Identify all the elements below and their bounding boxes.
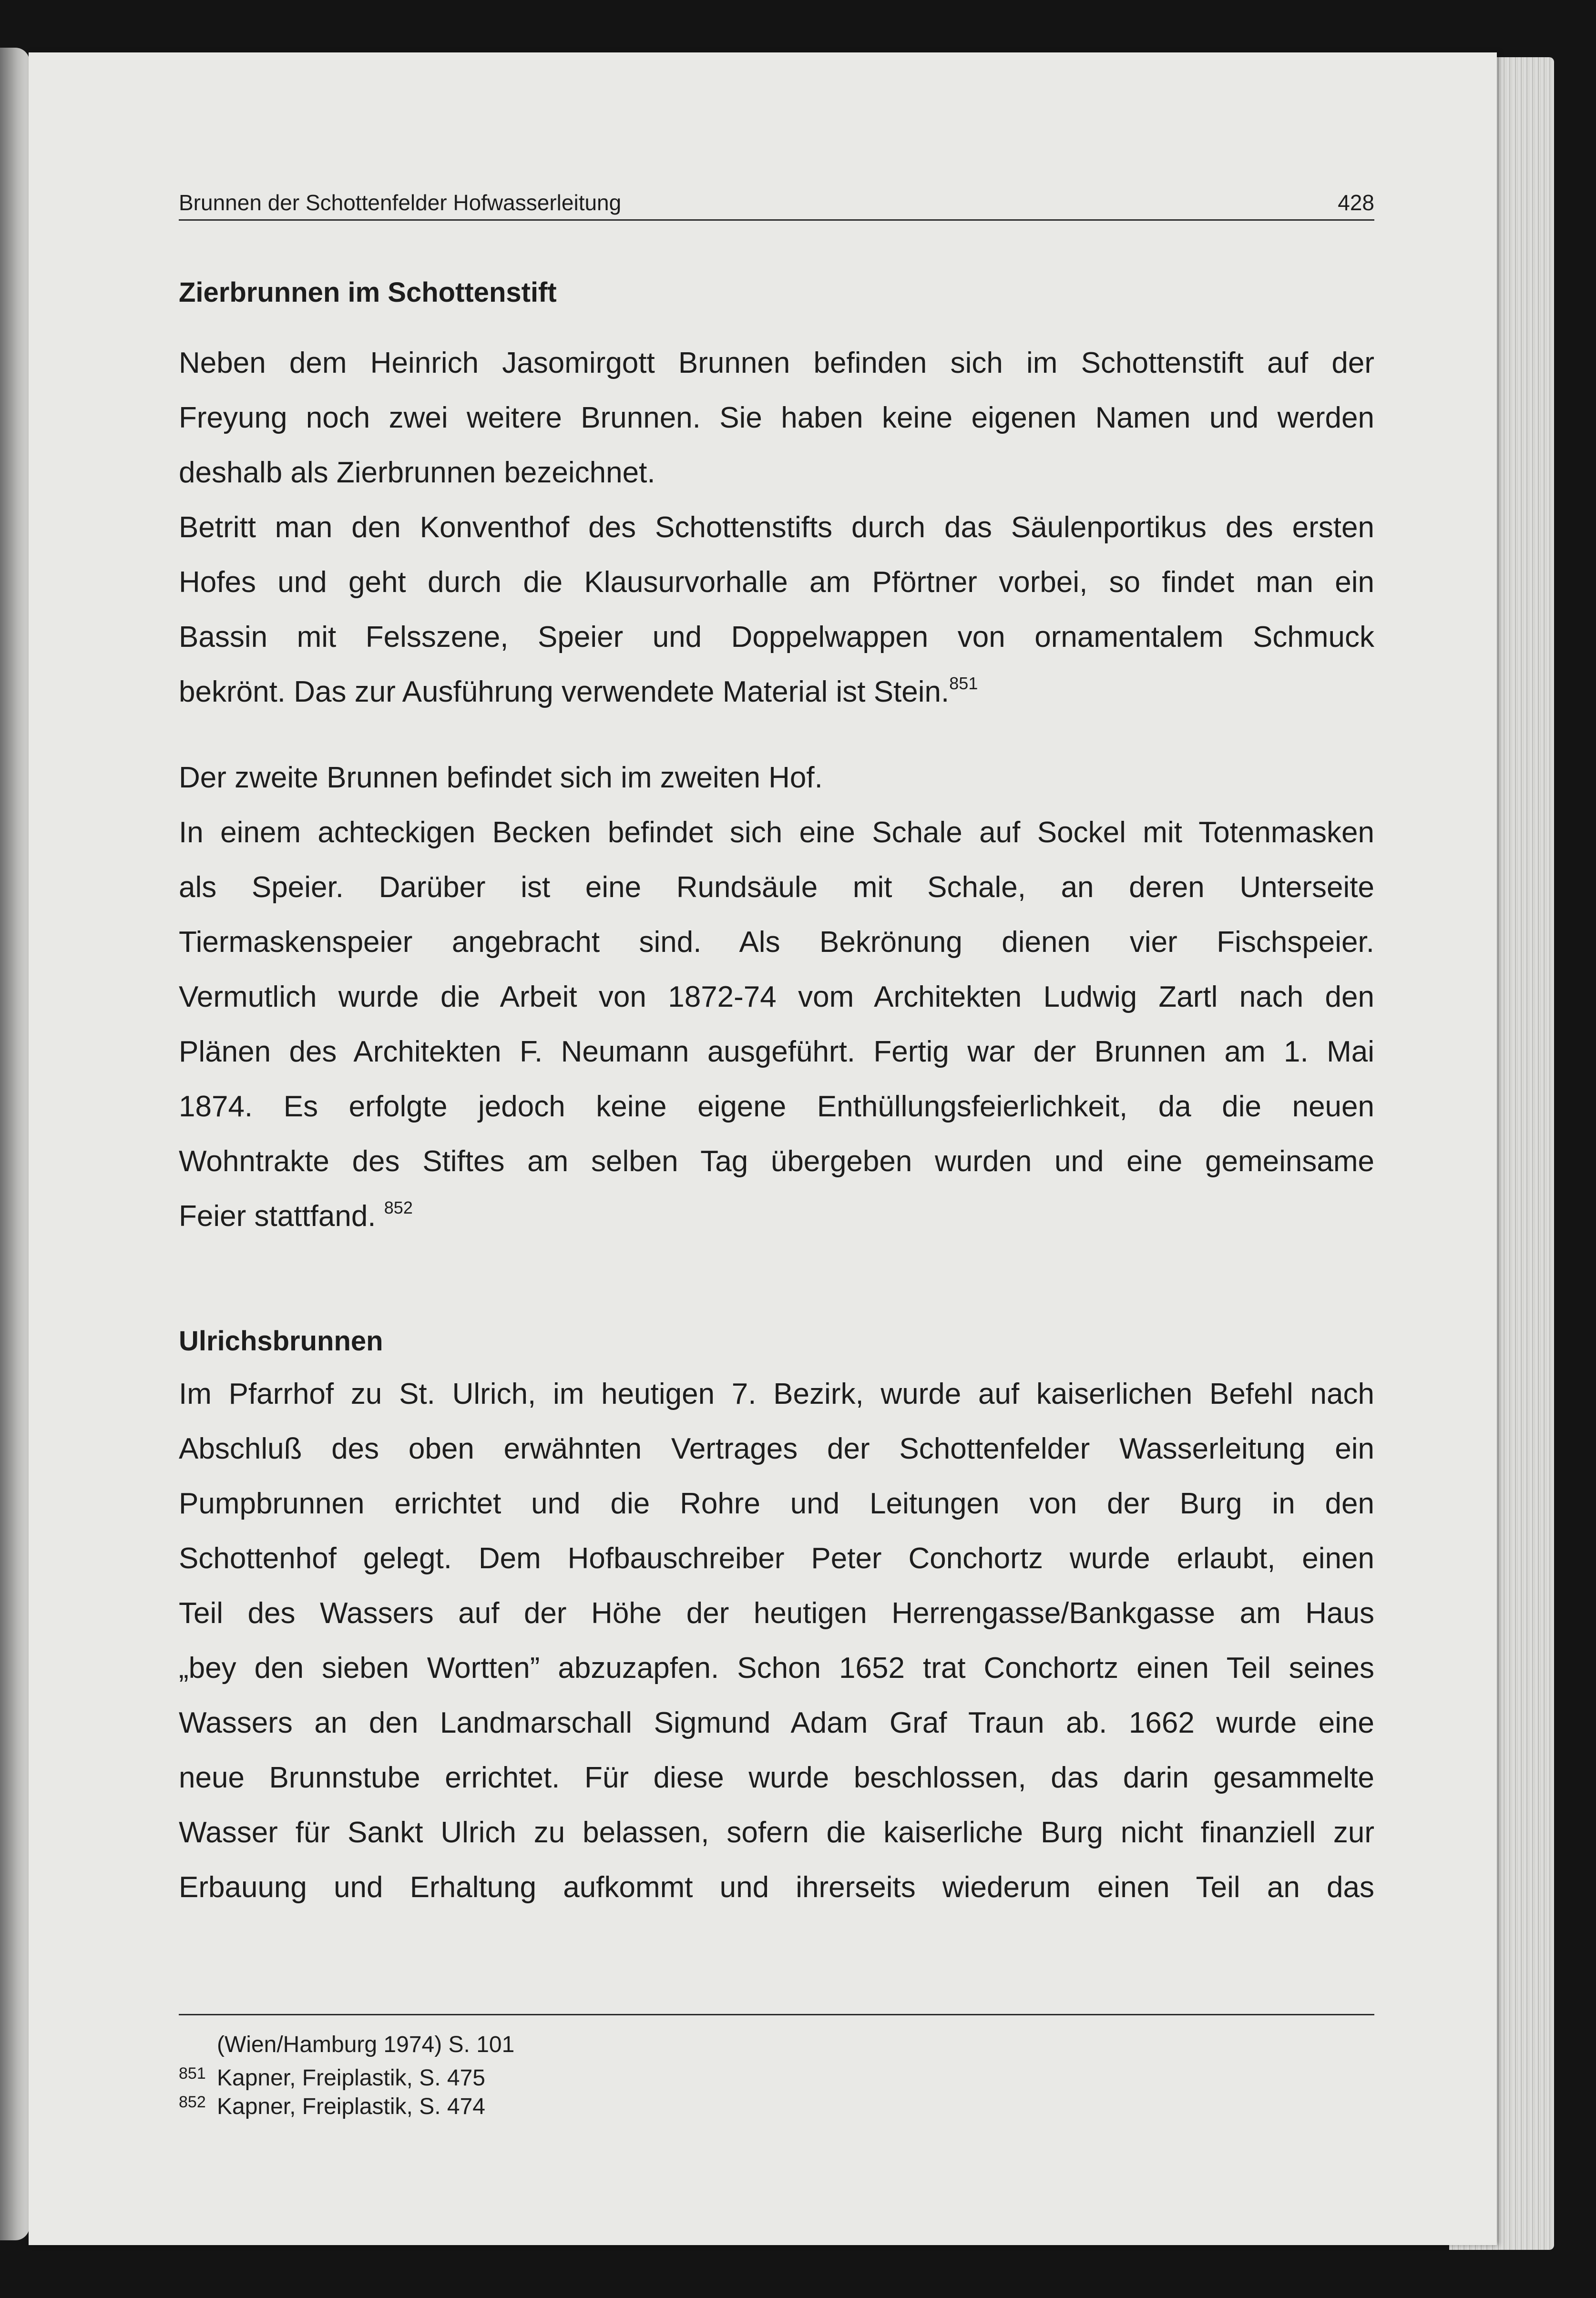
running-title: Brunnen der Schottenfelder Hofwasserleitung — [179, 190, 622, 215]
text-line: „bey den sieben Wortten” abzuzapfen. Schon 1652 trat Conchortz einen Teil seines — [179, 1652, 1374, 1685]
text-line — [179, 1197, 1374, 1236]
footnote-continuation: (Wien/Hamburg 1974) S. 101 — [217, 2032, 515, 2057]
text-line: Neben dem Heinrich Jasomirgott Brunnen befinden sich im Schottenstift auf der — [179, 347, 1374, 379]
text-line: Wasser für Sankt Ulrich zu belassen, sofern die kaiserliche Burg nicht finanziell zur — [179, 1816, 1374, 1849]
text-line-content: bekrönt. Das zur Ausführung verwendete Material ist Stein. — [179, 675, 950, 708]
text-line: Plänen des Architekten F. Neumann ausgeführt. Fertig war der Brunnen am 1. Mai — [179, 1035, 1374, 1068]
text-line: als Speier. Darüber ist eine Rundsäule mit Schale, an deren Unterseite — [179, 871, 1374, 904]
text-line: Pumpbrunnen errichtet und die Rohre und Leitungen von der Burg in den — [179, 1487, 1374, 1520]
footnote-ref: 852 — [384, 1198, 413, 1217]
text-line: In einem achteckigen Becken befindet sich eine Schale auf Sockel mit Totenmasken — [179, 816, 1374, 849]
text-line — [179, 673, 1374, 711]
book-page — [29, 52, 1497, 2245]
text-line: Teil des Wassers auf der Höhe der heutigen Herrengasse/Bankgasse am Haus — [179, 1597, 1374, 1630]
text-line: 1874. Es erfolgte jedoch keine eigene Enthüllungsfeierlichkeit, da die neuen — [179, 1090, 1374, 1123]
text-line: Betritt man den Konventhof des Schottenstifts durch das Säulenportikus des ersten — [179, 511, 1374, 544]
left-page-edge — [0, 48, 30, 2240]
footnote — [179, 2088, 485, 2121]
running-header — [179, 181, 1374, 221]
text-line: Tiermaskenspeier angebracht sind. Als Bekrönung dienen vier Fischspeier. — [179, 926, 1374, 959]
footnote-number: 852 — [179, 2093, 206, 2111]
text-line: Abschluß des oben erwähnten Vertrages der Schottenfelder Wasserleitung ein — [179, 1432, 1374, 1465]
page-number: 428 — [1338, 190, 1374, 215]
text-line: deshalb als Zierbrunnen bezeichnet. — [179, 456, 655, 489]
footnote-separator — [179, 2014, 1374, 2015]
text-line: Vermutlich wurde die Arbeit von 1872-74 vom Architekten Ludwig Zartl nach den — [179, 980, 1374, 1013]
text-line: Wohntrakte des Stiftes am selben Tag übergeben wurden und eine gemeinsame — [179, 1145, 1374, 1178]
text-line: Wassers an den Landmarschall Sigmund Adam Graf Traun ab. 1662 wurde eine — [179, 1706, 1374, 1739]
text-line: Schottenhof gelegt. Dem Hofbauschreiber Peter Conchortz wurde erlaubt, einen — [179, 1542, 1374, 1575]
text-line: Erbauung und Erhaltung aufkommt und ihrerseits wiederum einen Teil an das — [179, 1871, 1374, 1904]
text-line: neue Brunnstube errichtet. Für diese wurde beschlossen, das darin gesammelte — [179, 1761, 1374, 1794]
text-line: Freyung noch zwei weitere Brunnen. Sie haben keine eigenen Namen und werden — [179, 401, 1374, 434]
section-heading: Ulrichsbrunnen — [179, 1326, 383, 1357]
footnote-ref: 851 — [949, 674, 978, 693]
text-line: Hofes und geht durch die Klausurvorhalle am Pförtner vorbei, so findet man ein — [179, 566, 1374, 599]
text-line: Der zweite Brunnen befindet sich im zweiten Hof. — [179, 761, 823, 794]
footnote-number: 851 — [179, 2064, 206, 2083]
text-line: Bassin mit Felsszene, Speier und Doppelwappen von ornamentalem Schmuck — [179, 621, 1374, 654]
footnote-text: Kapner, Freiplastik, S. 474 — [217, 2094, 485, 2119]
section-heading: Zierbrunnen im Schottenstift — [179, 277, 557, 308]
text-line-content: Feier stattfand. — [179, 1200, 376, 1233]
text-line: Im Pfarrhof zu St. Ulrich, im heutigen 7. Bezirk, wurde auf kaiserlichen Befehl nach — [179, 1378, 1374, 1410]
footnote-text: Kapner, Freiplastik, S. 475 — [217, 2065, 485, 2091]
